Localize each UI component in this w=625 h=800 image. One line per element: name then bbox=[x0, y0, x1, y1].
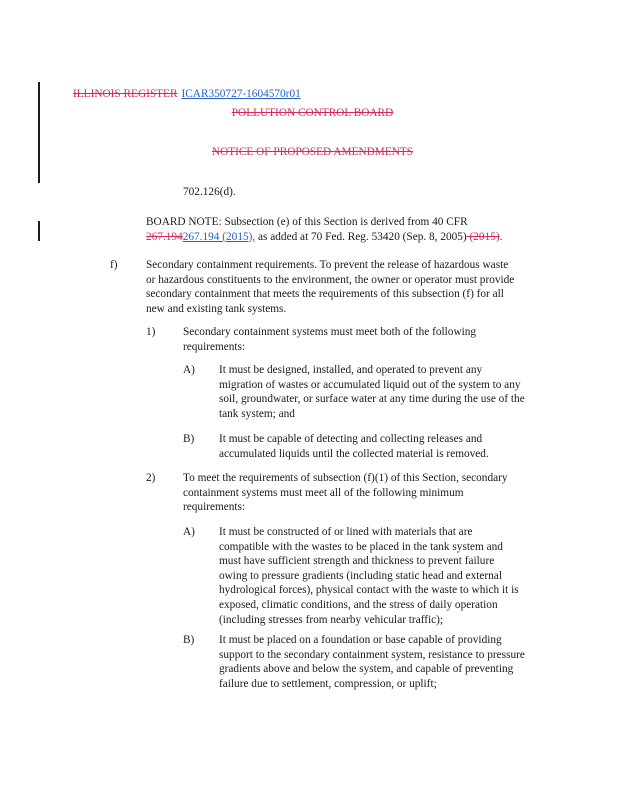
subsection-f1A-label: A) bbox=[183, 364, 195, 376]
subsection-f1B-text: It must be capable of detecting and collecting releases and accumulated liquids until the collected material is removed. bbox=[219, 433, 489, 460]
register-header bbox=[73, 87, 301, 102]
register-inserted: ICAR350727-1604570r01 bbox=[181, 88, 301, 100]
inserted-cite: 267.194 (2015), bbox=[182, 230, 256, 243]
subsection-f2A-text: It must be constructed of or lined with materials that are compatible with the wastes to be placed in the tank system and must have sufficient strength and thickness to prevent failure owing to pressure gradients (including static head and external hydrological forces), physical contact with the waste to which it is exposed, climatic conditions, and the stress of daily operation (including stresses from nearby vehicular traffic); bbox=[219, 526, 519, 626]
deleted-cite: 267.194 bbox=[146, 230, 183, 243]
continuation-line: 702.126(d). bbox=[183, 186, 236, 198]
board-note bbox=[146, 215, 586, 244]
subsection-f1A-text: It must be designed, installed, and operated to prevent any migration of wastes or accumulated liquid out of the system to any soil, groundwater, or surface water at any time during the use of the tank system; and bbox=[219, 364, 525, 420]
subsection-f1B-label: B) bbox=[183, 433, 195, 445]
subsection-f1-label: 1) bbox=[146, 326, 156, 338]
subsection-f1-text: Secondary containment systems must meet both of the following requirements: bbox=[183, 326, 477, 353]
agency-title: POLLUTION CONTROL BOARD bbox=[231, 107, 394, 119]
register-deleted: ILLINOIS REGISTER bbox=[73, 88, 178, 100]
change-bar-top bbox=[38, 82, 40, 183]
subsection-f2B-label: B) bbox=[183, 634, 195, 646]
board-note-line-1: BOARD NOTE: Subsection (e) of this Section is derived from 40 CFR bbox=[146, 216, 468, 228]
subsection-f2-text: To meet the requirements of subsection (f)(1) of this Section, secondary containment systems must meet all of the following minimum requirements: bbox=[183, 472, 508, 514]
deleted-year: (2015) bbox=[466, 230, 500, 243]
subsection-f2B-text: It must be placed on a foundation or base capable of providing support to the secondary containment system, resistance to pressure gradients above and below the system, and capable of preventing failure due to settlement, compression, or uplift; bbox=[219, 634, 525, 690]
subsection-f2-label: 2) bbox=[146, 472, 156, 484]
subsection-f-text: Secondary containment requirements. To prevent the release of hazardous waste or hazardous constituents to the environment, the owner or operator must provide secondary containment that meets the requirements of this subsection (f) for all new and existing tank systems. bbox=[146, 259, 515, 315]
subsection-f-label: f) bbox=[110, 259, 118, 271]
notice-title: NOTICE OF PROPOSED AMENDMENTS bbox=[211, 146, 414, 158]
change-bar-note bbox=[38, 221, 40, 241]
subsection-f2A-label: A) bbox=[183, 526, 195, 538]
board-note-line-2: 267.194267.194 (2015), as added at 70 Fed. Reg. 53420 (Sep. 8, 2005) (2015). bbox=[146, 230, 503, 243]
